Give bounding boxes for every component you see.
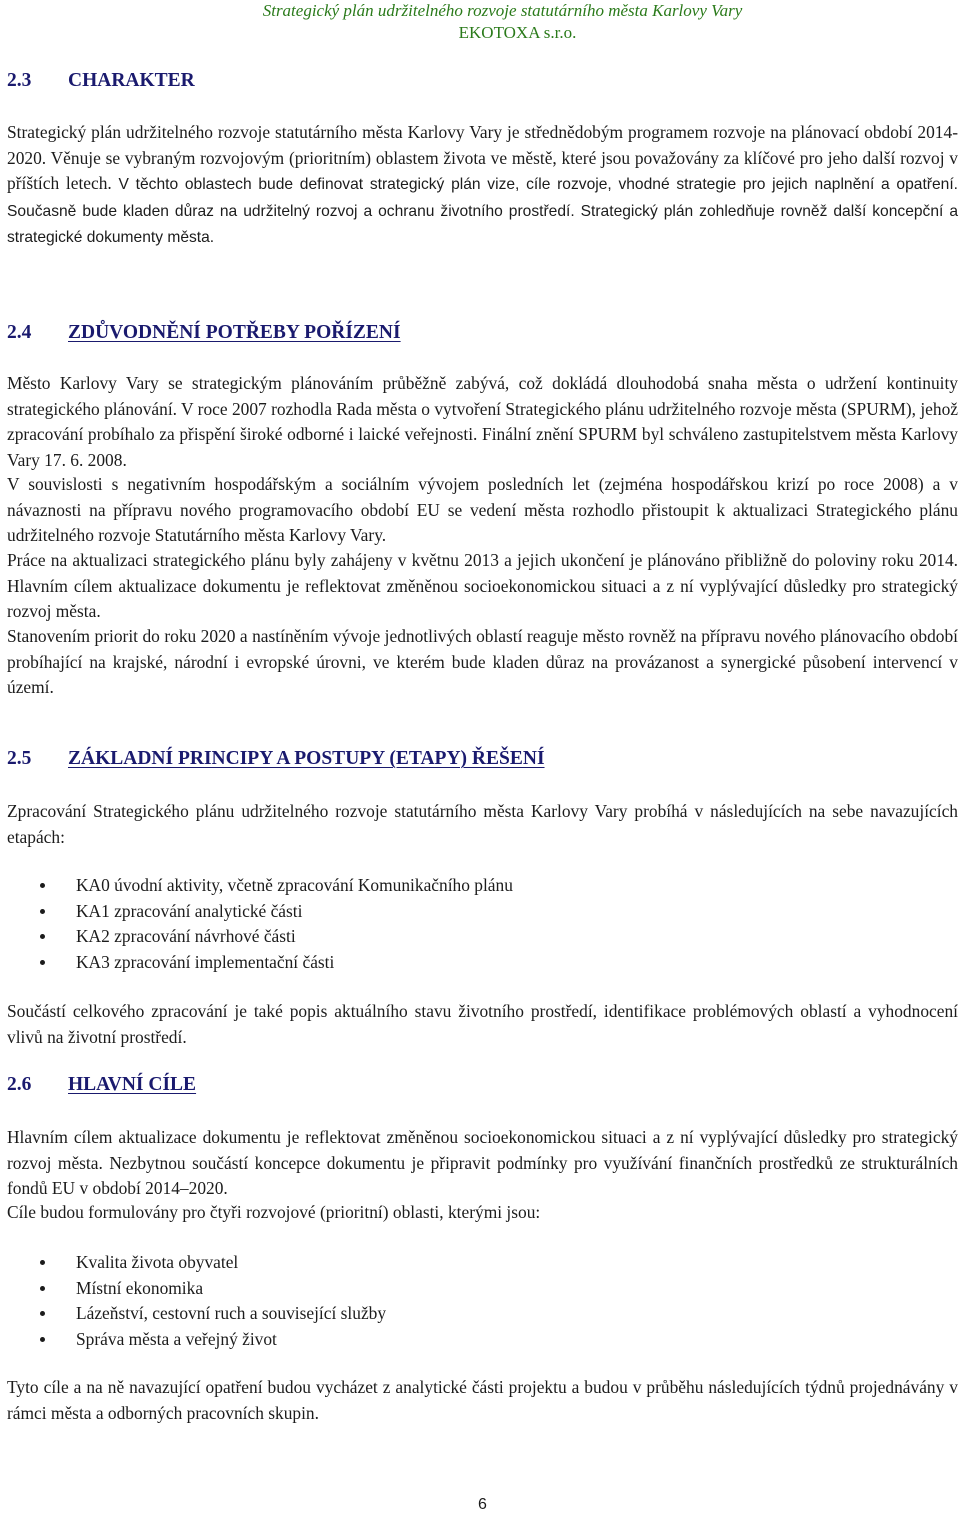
etapy-list [7, 873, 513, 975]
paragraph-charakter [7, 120, 958, 251]
header-title: Strategický plán udržitelného rozvoje statutárního města Karlovy Vary [262, 1, 743, 20]
paragraph-principy-intro: Zpracování Strategického plánu udržitelného rozvoje statutárního města Karlovy Vary probíhá v následujících na sebe navazujících etapách: [7, 801, 958, 847]
list-item [7, 873, 513, 899]
section-heading-2-4 [7, 322, 401, 344]
bullet-icon [40, 883, 45, 888]
bullet-icon [40, 909, 45, 914]
section-title: CHARAKTER [68, 70, 195, 91]
page-number: 6 [478, 1496, 487, 1513]
list-item [7, 1276, 386, 1302]
list-item-text: KA3 zpracování implementační části [76, 951, 335, 972]
bullet-icon [40, 1311, 45, 1316]
paragraph-zduvodneni-4: Stanovením priorit do roku 2020 a nastíněním vývoje jednotlivých oblastí reaguje město rovněž na přípravu nového plánovacího období probíhající na krajské, národní i evropské úrovni, ve kterém bude kladen důraz na provázanost a synergické působení intervencí v území. [7, 626, 958, 697]
section-number: 2.5 [7, 748, 32, 769]
oblasti-list [7, 1250, 386, 1352]
bullet-icon [40, 1286, 45, 1291]
list-item [7, 1250, 386, 1276]
list-item-text: KA1 zpracování analytické části [76, 900, 303, 921]
list-item-text: Kvalita života obyvatel [76, 1252, 239, 1272]
section-heading-2-3 [7, 70, 195, 92]
paragraph-hlavni-cile-3: Tyto cíle a na ně navazující opatření budou vycházet z analytické části projektu a budou v průběhu následujících týdnů projednávány v rámci města a odborných pracovních skupin. [7, 1377, 958, 1423]
paragraph-zduvodneni-3: Práce na aktualizaci strategického plánu byly zahájeny v květnu 2013 a jejich ukončení je plánováno přibližně do poloviny roku 2014. Hlavním cílem aktualizace dokumentu je reflektovat změněnou socioekonomickou situaci a z ní vyplývající důsledky pro strategický rozvoj města. [7, 550, 958, 621]
list-item [7, 1327, 386, 1353]
paragraph-hlavni-cile-2: Cíle budou formulovány pro čtyři rozvojové (prioritní) oblasti, kterými jsou: [7, 1202, 541, 1222]
list-item [7, 1301, 386, 1327]
list-item-text: Správa města a veřejný život [76, 1328, 277, 1349]
list-item [7, 950, 513, 976]
list-item-text: KA0 úvodní aktivity, včetně zpracování Komunikačního plánu [76, 875, 513, 895]
paragraph-charakter-serif: Strategický plán udržitelného rozvoje statutárního města Karlovy Vary je střednědobým programem rozvoje na plánovací období 2014-2020. Věnuje se vybraným rozvojovým (prioritním) oblastem života ve městě, které jsou považovány za klíčové pro jeho další rozvoj v příštích letech. [7, 122, 958, 193]
paragraph-charakter-sans: V těchto oblastech bude definovat strategický plán vize, cíle rozvoje, vhodné strategie pro jejich naplnění a opatření. Současně bude kladen důraz na udržitelný rozvoj a ochranu životního prostředí. Strategický plán zohledňuje rovněž další koncepční a strategické dokumenty města. [7, 176, 958, 246]
running-header [7, 0, 958, 44]
section-number: 2.3 [7, 70, 32, 91]
document-page [7, 0, 958, 1517]
section-heading-2-6 [7, 1074, 196, 1096]
bullet-icon [40, 1337, 45, 1342]
header-company: EKOTOXA s.r.o. [458, 23, 577, 42]
list-item-text: Místní ekonomika [76, 1277, 204, 1298]
paragraph-principy-outro: Součástí celkového zpracování je také popis aktuálního stavu životního prostředí, identifikace problémových oblastí a vyhodnocení vlivů na životní prostředí. [7, 1001, 958, 1047]
paragraph-hlavni-cile-1: Hlavním cílem aktualizace dokumentu je reflektovat změněnou socioekonomickou situaci a z ní vyplývající důsledky pro strategický rozvoj města. Nezbytnou součástí koncepce dokumentu je připravit podmínky pro využívání finančních prostředků ze strukturálních fondů EU v období 2014–2020. [7, 1127, 958, 1198]
bullet-icon [40, 934, 45, 939]
section-heading-2-5 [7, 748, 545, 770]
section-number: 2.4 [7, 322, 32, 343]
paragraph-zduvodneni-1: Město Karlovy Vary se strategickým plánováním průběžně zabývá, což dokládá dlouhodobá snaha města o udržení kontinuity strategického plánování. V roce 2007 rozhodla Rada města o vytvoření Strategického plánu udržitelného rozvoje města (SPURM), jehož zpracování probíhalo za přispění široké odborné i laické veřejnosti. Finální znění SPURM byl schváleno zastupitelstvem města Karlovy Vary 17. 6. 2008. [7, 373, 958, 470]
list-item [7, 899, 513, 925]
bullet-icon [40, 960, 45, 965]
paragraph-zduvodneni-2: V souvislosti s negativním hospodářským a sociálním vývojem posledních let (zejména hospodářskou krizí po roce 2008) a v návaznosti na přípravu nového programovacího období EU se vedení města rozhodlo přistoupit k aktualizaci Strategického plánu udržitelného rozvoje Statutárního města Karlovy Vary. [7, 474, 958, 545]
section-number: 2.6 [7, 1074, 32, 1095]
section-title: ZDŮVODNĚNÍ POTŘEBY POŘÍZENÍ [68, 322, 401, 343]
section-title: HLAVNÍ CÍLE [68, 1074, 197, 1095]
list-item-text: KA2 zpracování návrhové části [76, 926, 296, 946]
list-item-text: Lázeňství, cestovní ruch a související služby [76, 1303, 387, 1323]
bullet-icon [40, 1260, 45, 1265]
list-item [7, 924, 513, 950]
section-title: ZÁKLADNÍ PRINCIPY A POSTUPY (ETAPY) ŘEŠENÍ [68, 748, 545, 769]
